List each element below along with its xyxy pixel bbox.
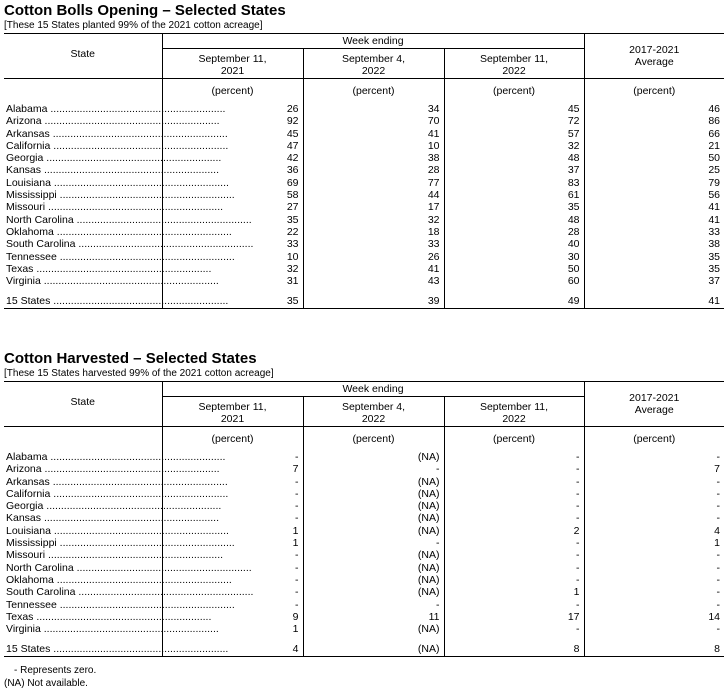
value-cell: 61 [444,189,584,201]
unit-label: (percent) [162,427,303,452]
table-row [4,226,724,238]
table-subtitle: [These 15 States planted 99% of the 2021 cotton acreage] [4,20,263,31]
value-cell: 4 [584,525,724,537]
value-cell: - [303,537,444,549]
table-row [4,463,724,475]
state-name: 15 States ............................................................ [6,643,229,656]
value-cell: 26 [162,103,303,115]
column-header-sep11-2021: September 11, 2021 [162,49,303,79]
value-cell: 30 [444,251,584,263]
value-cell: 27 [162,201,303,213]
state-name: Arkansas ............................................................ [6,127,228,140]
value-cell: 41 [584,201,724,213]
value-cell: 22 [162,226,303,238]
value-cell: - [162,586,303,598]
state-name: Virginia ............................................................ [6,275,219,288]
value-cell: - [444,549,584,561]
unit-label: (percent) [444,79,584,104]
value-cell: 38 [584,238,724,250]
value-cell: 49 [444,295,584,308]
state-name: Tennessee ............................................................ [6,598,235,611]
state-name: Georgia ............................................................ [6,152,222,165]
value-cell: 1 [162,537,303,549]
state-name: Texas ............................................................ [6,610,212,623]
value-cell: 70 [303,115,444,127]
value-cell: 92 [162,115,303,127]
value-cell: 10 [162,251,303,263]
table-row [4,115,724,127]
value-cell: 46 [584,103,724,115]
value-cell: - [444,562,584,574]
table-row [4,238,724,250]
value-cell: 69 [162,177,303,189]
value-cell: 21 [584,140,724,152]
state-name: Georgia ............................................................ [6,500,222,513]
value-cell: 44 [303,189,444,201]
value-cell: 32 [162,263,303,275]
table-row [4,251,724,263]
value-cell: - [584,451,724,463]
value-cell: - [584,574,724,586]
table-row [4,201,724,213]
state-name: Oklahoma ............................................................ [6,573,232,586]
value-cell: - [162,451,303,463]
value-cell: 10 [303,140,444,152]
value-cell: - [444,488,584,500]
value-cell: 1 [444,586,584,598]
value-cell: (NA) [303,488,444,500]
value-cell: 33 [584,226,724,238]
state-name: Texas ............................................................ [6,262,212,275]
state-name: Missouri ............................................................ [6,201,224,214]
column-header-sep11-2022: September 11, 2022 [444,49,584,79]
value-cell: - [444,574,584,586]
state-name: Virginia ............................................................ [6,623,219,636]
value-cell: 66 [584,128,724,140]
harvested-table [4,381,724,657]
value-cell: 72 [444,115,584,127]
state-name: Alabama ............................................................ [6,451,226,463]
value-cell: - [444,463,584,475]
value-cell: 36 [162,164,303,176]
table-row [4,152,724,164]
value-cell: - [444,500,584,512]
table-row [4,214,724,226]
state-name: Kansas ............................................................ [6,512,219,525]
average-column-header: 2017-2021 Average [584,34,724,79]
value-cell: (NA) [303,586,444,598]
value-cell: 17 [444,611,584,623]
value-cell: - [162,476,303,488]
value-cell: - [162,574,303,586]
state-name: Kansas ............................................................ [6,164,219,177]
table-row [4,263,724,275]
value-cell: 25 [584,164,724,176]
value-cell: 86 [584,115,724,127]
column-header-sep4-2022: September 4, 2022 [303,49,444,79]
column-header-sep11-2021: September 11, 2021 [162,397,303,427]
unit-label: (percent) [584,79,724,104]
value-cell: 28 [303,164,444,176]
value-cell: 18 [303,226,444,238]
value-cell: (NA) [303,549,444,561]
state-name: Louisiana ............................................................ [6,176,229,189]
state-name: Tennessee ............................................................ [6,250,235,263]
state-column-header: State [4,382,162,427]
value-cell: - [162,512,303,524]
value-cell: (NA) [303,476,444,488]
state-name: California ............................................................ [6,487,229,500]
table-row [4,586,724,598]
value-cell: 56 [584,189,724,201]
value-cell: 33 [162,238,303,250]
value-cell: 48 [444,152,584,164]
value-cell: 35 [162,295,303,308]
table-row [4,574,724,586]
footnote-na: (NA) Not available. [4,677,88,689]
value-cell: 42 [162,152,303,164]
value-cell: 40 [444,238,584,250]
value-cell: - [444,537,584,549]
table-row [4,177,724,189]
table-row [4,549,724,561]
value-cell: - [303,463,444,475]
value-cell: 7 [584,463,724,475]
value-cell: 41 [303,263,444,275]
value-cell: 57 [444,128,584,140]
value-cell: 32 [444,140,584,152]
value-cell: 8 [444,643,584,656]
value-cell: 9 [162,611,303,623]
value-cell: 45 [162,128,303,140]
state-name: Louisiana ............................................................ [6,524,229,537]
table-row [4,128,724,140]
value-cell: 7 [162,463,303,475]
value-cell: 50 [584,152,724,164]
table-row [4,525,724,537]
value-cell: 28 [444,226,584,238]
value-cell: (NA) [303,500,444,512]
state-name: Oklahoma ............................................................ [6,225,232,238]
table-row [4,451,724,463]
value-cell: (NA) [303,643,444,656]
footnote-zero: - Represents zero. [14,665,97,676]
value-cell: 43 [303,275,444,287]
column-header-sep4-2022: September 4, 2022 [303,397,444,427]
value-cell: - [584,562,724,574]
total-row [4,643,724,656]
state-name: South Carolina ............................................................ [6,238,254,251]
state-name: North Carolina ............................................................ [6,213,252,226]
column-header-sep11-2022: September 11, 2022 [444,397,584,427]
value-cell: 35 [584,263,724,275]
value-cell: (NA) [303,512,444,524]
table-row [4,140,724,152]
value-cell: 37 [444,164,584,176]
table-title: Cotton Harvested – Selected States [4,350,257,367]
table-row [4,611,724,623]
value-cell: 38 [303,152,444,164]
value-cell: 60 [444,275,584,287]
value-cell: - [162,488,303,500]
state-name: Arkansas ............................................................ [6,475,228,488]
week-ending-header: Week ending [162,34,584,49]
value-cell: 45 [444,103,584,115]
value-cell: - [444,512,584,524]
value-cell: 31 [162,275,303,287]
unit-label: (percent) [584,427,724,452]
average-column-header: 2017-2021 Average [584,382,724,427]
state-column-header: State [4,34,162,79]
value-cell: - [162,599,303,611]
value-cell: (NA) [303,451,444,463]
table-row [4,476,724,488]
value-cell: 77 [303,177,444,189]
state-name: Arizona ............................................................ [6,115,220,128]
value-cell: 79 [584,177,724,189]
value-cell: 1 [584,537,724,549]
value-cell: (NA) [303,525,444,537]
value-cell: 48 [444,214,584,226]
value-cell: 4 [162,643,303,656]
state-name: Missouri ............................................................ [6,549,224,562]
value-cell: 33 [303,238,444,250]
value-cell: 32 [303,214,444,226]
table-row [4,537,724,549]
value-cell: - [444,623,584,635]
unit-label: (percent) [162,79,303,104]
value-cell: 11 [303,611,444,623]
value-cell: 1 [162,525,303,537]
value-cell: 8 [584,643,724,656]
value-cell: - [444,476,584,488]
unit-label: (percent) [444,427,584,452]
value-cell: 17 [303,201,444,213]
value-cell: - [584,500,724,512]
table-row [4,512,724,524]
value-cell: 39 [303,295,444,308]
value-cell: 41 [584,295,724,308]
value-cell: 1 [162,623,303,635]
table-row [4,275,724,287]
table-row [4,562,724,574]
footnotes [4,665,96,690]
value-cell: 47 [162,140,303,152]
value-cell: 14 [584,611,724,623]
value-cell: (NA) [303,574,444,586]
value-cell: - [584,476,724,488]
table-row [4,189,724,201]
table-row [4,164,724,176]
value-cell: 58 [162,189,303,201]
state-name: Mississippi ............................................................ [6,537,235,550]
unit-label: (percent) [303,427,444,452]
value-cell: (NA) [303,562,444,574]
value-cell: - [584,488,724,500]
value-cell: - [584,599,724,611]
value-cell: - [584,549,724,561]
value-cell: 35 [584,251,724,263]
total-row [4,295,724,308]
value-cell: - [303,599,444,611]
state-name: Alabama ............................................................ [6,103,226,115]
value-cell: 41 [303,128,444,140]
table-row [4,103,724,115]
value-cell: 2 [444,525,584,537]
value-cell: (NA) [303,623,444,635]
value-cell: 41 [584,214,724,226]
state-name: South Carolina ............................................................ [6,586,254,599]
value-cell: - [584,512,724,524]
value-cell: 34 [303,103,444,115]
state-name: North Carolina ............................................................ [6,561,252,574]
value-cell: - [584,586,724,598]
value-cell: - [584,623,724,635]
state-name: Mississippi ............................................................ [6,189,235,202]
table-row [4,500,724,512]
value-cell: - [444,451,584,463]
table-row [4,623,724,635]
value-cell: - [162,500,303,512]
value-cell: 26 [303,251,444,263]
table-row [4,599,724,611]
value-cell: 50 [444,263,584,275]
state-name: Arizona ............................................................ [6,463,220,476]
unit-label: (percent) [303,79,444,104]
table-title: Cotton Bolls Opening – Selected States [4,2,286,19]
table-row [4,488,724,500]
week-ending-header: Week ending [162,382,584,397]
state-name: 15 States ............................................................ [6,295,229,308]
value-cell: 83 [444,177,584,189]
bolls-opening-table [4,33,724,309]
value-cell: - [444,599,584,611]
value-cell: 35 [444,201,584,213]
value-cell: - [162,562,303,574]
value-cell: 35 [162,214,303,226]
table-section-harvested [4,350,724,657]
state-name: California ............................................................ [6,139,229,152]
table-section-bolls-opening [4,2,724,309]
value-cell: - [162,549,303,561]
table-subtitle: [These 15 States harvested 99% of the 2021 cotton acreage] [4,368,274,379]
value-cell: 37 [584,275,724,287]
